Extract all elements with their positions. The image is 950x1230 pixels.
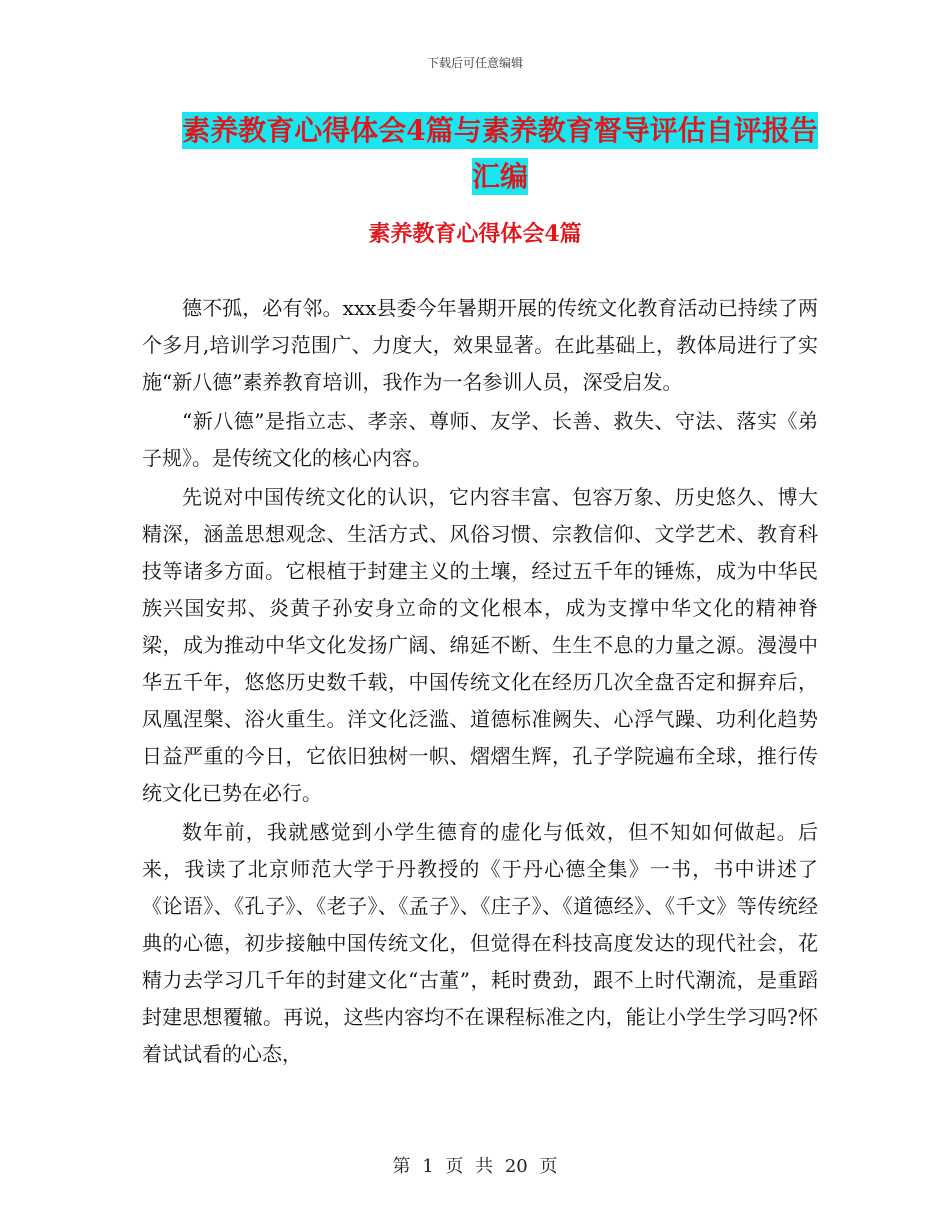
document-body [142, 290, 818, 1075]
header-note: 下载后可任意编辑 [426, 56, 523, 70]
document-title-line-2: 汇编 [471, 160, 528, 193]
paragraph-3: 先说对中国传统文化的认识，它内容丰富、包容万象、历史悠久、博大精深，涵盖思想观念、生活方式、风俗习惯、宗教信仰、文学艺术、教育科技等诸多方面。它根植于封建主义的土壤，经过五千年的锤炼，成为中华民族兴国安邦、炎黄子孙安身立命的文化根本，成为支撑中华文化的精神脊梁，成为推动中华文化发扬广阔、绵延不断、生生不息的力量之源。漫漫中华五千年，悠悠历史数千载，中国传统文化在经历几次全盘否定和摒弃后，凤凰涅槃、浴火重生。洋文化泛滥、道德标准阙失、心浮气躁、功利化趋势日益严重的今日，它依旧独树一帜、熠熠生辉，孔子学院遍布全球，推行传统文化已势在必行。 [142, 485, 818, 805]
document-title-line-1: 素养教育心得体会4篇与素养教育督导评估自评报告 [182, 114, 818, 147]
section-title: 素养教育心得体会4篇 [368, 221, 582, 247]
paragraph-2: “新八德”是指立志、孝亲、尊师、友学、长善、救失、守法、落实《弟子规》。是传统文化的核心内容。 [142, 409, 818, 470]
paragraph-4: 数年前，我就感觉到小学生德育的虚化与低效，但不知如何做起。后来，我读了北京师范大学于丹教授的《于丹心德全集》一书，书中讲述了《论语》、《孔子》、《老子》、《孟子》、《庄子》、《道德经》、《千文》等传统经典的心德，初步接触中国传统文化，但觉得在科技高度发达的现代社会，花精力去学习几千年的封建文化“古董”，耗时费劲，跟不上时代潮流，是重蹈封建思想覆辙。再说，这些内容均不在课程标准之内，能让小学生学习吗?怀着试试看的心态， [142, 820, 818, 1066]
document-title [140, 108, 860, 200]
page-footer: 第 1 页 共 20 页 [392, 1156, 558, 1177]
paragraph-1: 德不孤，必有邻。xxx县委今年暑期开展的传统文化教育活动已持续了两个多月,培训学习范围广、力度大，效果显著。在此基础上，教体局进行了实施“新八德”素养教育培训，我作为一名参训人员，深受启发。 [142, 296, 818, 394]
